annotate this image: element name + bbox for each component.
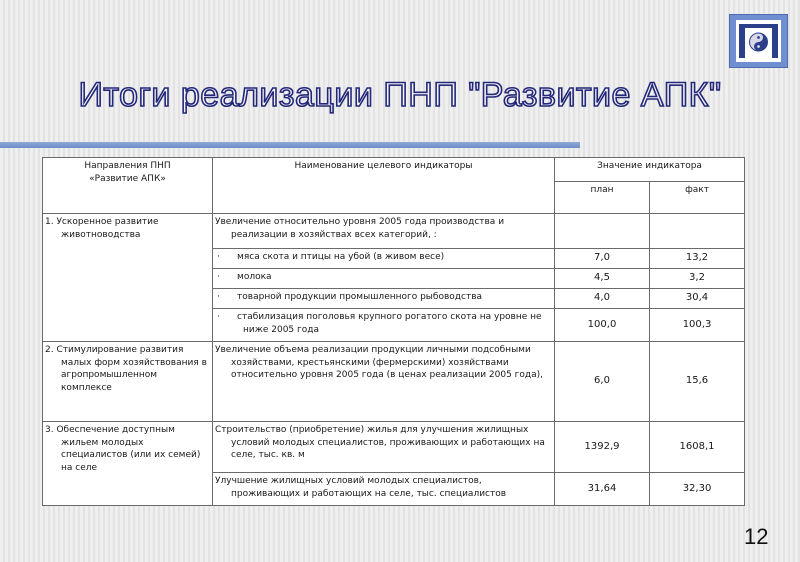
indicator-item-text: стабилизация поголовья крупного рогатого скота на уровне не ниже 2005 года — [237, 312, 542, 335]
fact-cell-empty — [650, 214, 745, 249]
indicator-item-text: товарной продукции промышленного рыбоводства — [237, 292, 483, 302]
results-table — [42, 157, 745, 506]
indicator-item-text: мяса скота и птицы на убой (в живом весе) — [237, 252, 445, 262]
logo-emblem — [736, 20, 781, 62]
plan-value: 4,5 — [555, 269, 650, 289]
bullet: · — [217, 312, 220, 322]
table-row — [43, 214, 745, 249]
table-row — [43, 342, 745, 422]
header-indicator-value: Значение индикатора — [555, 158, 745, 182]
indicator-lead-text: Увеличение относительно уровня 2005 года производства и реализации в хозяйствах всех категорий, : — [213, 214, 555, 249]
indicator-item — [213, 249, 555, 269]
indicator-item-text: молока — [237, 272, 272, 282]
fact-value: 100,3 — [650, 309, 745, 342]
fact-value: 30,4 — [650, 289, 745, 309]
bullet: · — [217, 292, 220, 302]
plan-value: 4,0 — [555, 289, 650, 309]
page-title: Итоги реализации ПНП "Развитие АПК" — [78, 76, 722, 114]
fact-value: 32,30 — [650, 473, 745, 506]
indicator-text: Увеличение объема реализации продукции личными подсобными хозяйствами, крестьянскими (фермерскими) хозяйствами относительно уровня 2005 года (в ценах реализации 2005 года), — [213, 342, 555, 422]
indicator-item — [213, 269, 555, 289]
header-fact: факт — [650, 182, 745, 214]
fact-value: 1608,1 — [650, 422, 745, 473]
fact-value: 3,2 — [650, 269, 745, 289]
table-row — [43, 422, 745, 473]
header-plan: план — [555, 182, 650, 214]
direction-cell: 1. Ускоренное развитие животноводства — [43, 214, 213, 342]
bullet: · — [217, 252, 220, 262]
title-underline — [0, 142, 580, 148]
indicator-text: Улучшение жилищных условий молодых специалистов, проживающих и работающих на селе, тыс. специалистов — [213, 473, 555, 506]
plan-value: 100,0 — [555, 309, 650, 342]
fact-value: 15,6 — [650, 342, 745, 422]
header-direction: Направления ПНП «Развитие АПК» — [43, 158, 213, 214]
direction-cell: 2. Стимулирование развития малых форм хозяйствования в агропромышленном комплексе — [43, 342, 213, 422]
bullet: · — [217, 272, 220, 282]
table-header-row — [43, 158, 745, 182]
plan-value: 7,0 — [555, 249, 650, 269]
plan-cell-empty — [555, 214, 650, 249]
indicator-item — [213, 309, 555, 342]
plan-value: 1392,9 — [555, 422, 650, 473]
plan-value: 6,0 — [555, 342, 650, 422]
logo — [729, 14, 788, 68]
header-indicator-name: Наименование целевого индикаторы — [213, 158, 555, 214]
plan-value: 31,64 — [555, 473, 650, 506]
yin-yang-icon — [736, 20, 781, 62]
indicator-text: Строительство (приобретение) жилья для улучшения жилищных условий молодых специалистов, проживающих и работающих на селе, тыс. кв. м — [213, 422, 555, 473]
fact-value: 13,2 — [650, 249, 745, 269]
page-number: 12 — [744, 524, 769, 549]
direction-cell: 3. Обеспечение доступным жильем молодых специалистов (или их семей) на селе — [43, 422, 213, 506]
indicator-item — [213, 289, 555, 309]
